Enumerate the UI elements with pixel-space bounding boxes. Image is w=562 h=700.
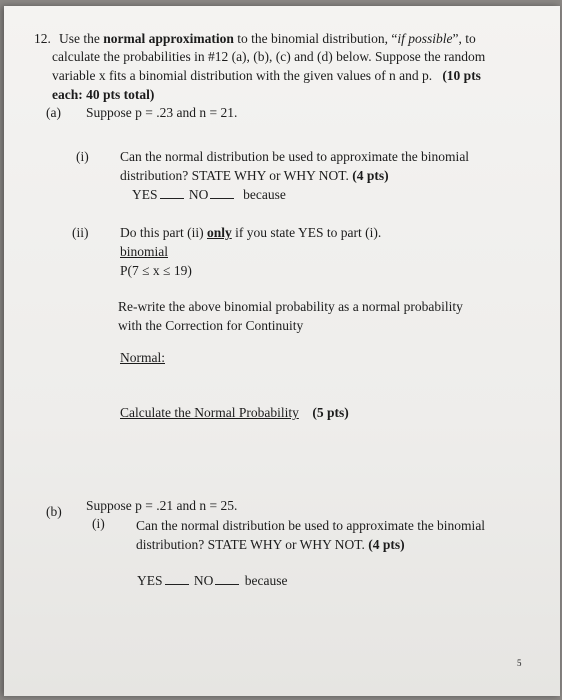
part-a-ii-label: (ii) <box>72 225 89 240</box>
yes-blank[interactable] <box>160 186 184 199</box>
part-b-i-line-1: Can the normal distribution be used to approximate the binomial <box>136 518 486 533</box>
page-number: 5 <box>517 658 522 668</box>
part-a-ii-line-1: Do this part (ii) only if you state YES to part (i). <box>120 225 382 240</box>
part-a-i-answer-line: YES NO because <box>132 187 286 202</box>
binomial-probability: P(7 ≤ x ≤ 19) <box>120 263 192 278</box>
yes-blank[interactable] <box>165 572 189 585</box>
part-a-text: Suppose p = .23 and n = 21. <box>86 105 238 120</box>
no-blank[interactable] <box>215 572 239 585</box>
question-line-1: Use the normal approximation to the binomial distribution, “if possible”, to <box>59 31 476 46</box>
part-b-i-answer-line: YES NO because <box>137 573 288 588</box>
part-b-i-label: (i) <box>92 516 105 531</box>
binomial-label: binomial <box>120 244 168 259</box>
question-line-4: each: 40 pts total) <box>52 87 155 102</box>
part-b-label: (b) <box>46 504 62 519</box>
part-b-i-line-2: distribution? STATE WHY or WHY NOT. (4 pts) <box>136 537 405 552</box>
question-number: 12. <box>34 31 51 46</box>
rewrite-line-1: Re-write the above binomial probability as a normal probability <box>118 299 463 314</box>
part-a-i-label: (i) <box>76 149 89 164</box>
worksheet-page <box>4 6 560 696</box>
rewrite-line-2: with the Correction for Continuity <box>118 318 304 333</box>
part-b-text: Suppose p = .21 and n = 25. <box>86 498 238 513</box>
question-line-3: variable x fits a binomial distribution with the given values of n and p. (10 pts <box>52 68 481 83</box>
normal-label: Normal: <box>120 350 165 365</box>
calc-normal-probability: Calculate the Normal Probability (5 pts) <box>120 405 349 420</box>
no-blank[interactable] <box>210 186 234 199</box>
part-a-label: (a) <box>46 105 61 120</box>
part-a-i-line-1: Can the normal distribution be used to approximate the binomial <box>120 149 470 164</box>
question-line-2: calculate the probabilities in #12 (a), (b), (c) and (d) below. Suppose the random <box>52 49 486 64</box>
part-a-i-line-2: distribution? STATE WHY or WHY NOT. (4 pts) <box>120 168 389 183</box>
